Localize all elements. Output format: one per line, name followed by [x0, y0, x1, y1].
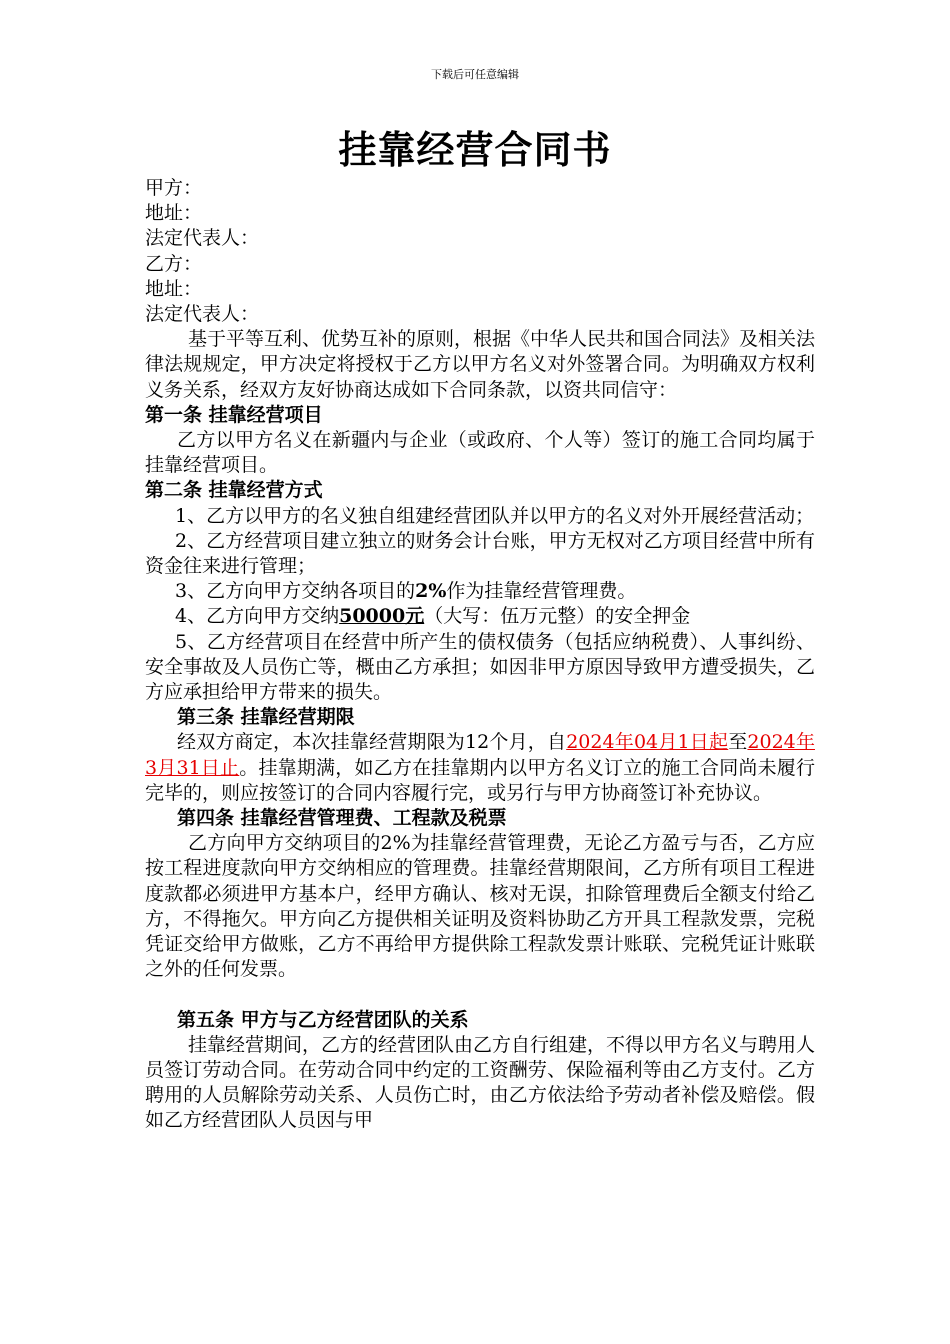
deposit-amount: 50000元: [339, 605, 425, 628]
document-title: 挂靠经营合同书: [338, 127, 612, 172]
article-2-item-4: [145, 604, 815, 629]
article-4-heading: 第四条 挂靠经营管理费、工程款及税票: [177, 807, 507, 830]
article-1-body: 乙方以甲方名义在新疆内与企业（或政府、个人等）签订的施工合同均属于挂靠经营项目。: [145, 429, 815, 477]
end-date: 2024年3月31日止: [145, 731, 815, 779]
article-2-item-2: 2、乙方经营项目建立独立的财务会计台账，甲方无权对乙方项目经营中所有资金往来进行管理；: [145, 529, 815, 578]
party-a-address-line: 地址：: [145, 202, 203, 225]
article-2-item-1: 1、乙方以甲方的名义独自组建经营团队并以甲方的名义对外开展经营活动；: [175, 504, 815, 527]
party-b-address-line: 地址：: [145, 277, 203, 300]
item-4-text-pre: 4、乙方向甲方交纳: [175, 605, 340, 628]
article-3-text-pre: 经双方商定，本次挂靠经营期限为12个月，自: [177, 731, 567, 754]
article-5-body: 挂靠经营期间，乙方的经营团队由乙方自行组建，不得以甲方名义与聘用人员签订劳动合同。在劳动合同中约定的工资酬劳、保险福利等由乙方支付。乙方聘用的人员解除劳动关系、人员伤亡时，由乙方依法给予劳动者补偿及赔偿。假如乙方经营团队人员因与甲: [145, 1033, 816, 1132]
party-b-line: 乙方：: [145, 252, 203, 275]
item-4-text-post: （大写：伍万元整）的安全押金: [424, 605, 691, 628]
paragraph-spacer: [145, 983, 815, 1008]
start-date: 2024年04月1日起: [566, 731, 729, 754]
item-3-text-post: 作为挂靠经营管理费。: [446, 580, 637, 603]
article-4-body: 乙方向甲方交纳项目的2%为挂靠经营管理费，无论乙方盈亏与否，乙方应按工程进度款向甲方交纳相应的管理费。挂靠经营期限间，乙方所有项目工程进度款都必须进甲方基本户，经甲方确认、核对无误，扣除管理费后全额支付给乙方，不得拖欠。甲方向乙方提供相关证明及资料协助乙方开具工程款发票，完税凭证交给甲方做账，乙方不再给甲方提供除工程款发票计账联、完税凭证计账联之外的任何发票。: [145, 832, 815, 981]
article-2-item-5: 5、乙方经营项目在经营中所产生的债权债务（包括应纳税费）、人事纠纷、安全事故及人员伤亡等，概由乙方承担；如因非甲方原因导致甲方遭受损失，乙方应承担给甲方带来的损失。: [145, 630, 815, 704]
page-header-note: 下载后可任意编辑: [431, 68, 519, 81]
document-body: [145, 176, 815, 1134]
article-2-heading: 第二条 挂靠经营方式: [145, 479, 323, 502]
article-3-text-post: 。挂靠期满，如乙方在挂靠期内以甲方名义订立的施工合同尚未履行完毕的，则应按签订的合同内容履行完，或另行与甲方协商签订补充协议。: [145, 756, 815, 804]
item-3-text-pre: 3、乙方向甲方交纳各项目的: [175, 580, 416, 603]
article-3-text-mid: 至: [728, 731, 748, 754]
article-5-heading: 第五条 甲方与乙方经营团队的关系: [177, 1008, 469, 1031]
management-fee-rate: 2%: [415, 580, 447, 603]
party-b-representative-line: 法定代表人：: [145, 303, 260, 326]
article-1-heading: 第一条 挂靠经营项目: [145, 403, 323, 426]
preamble-paragraph: 基于平等互利、优势互补的原则，根据《中华人民共和国合同法》及相关法律法规规定，甲方决定将授权于乙方以甲方名义对外签署合同。为明确双方权利义务关系，经双方友好协商达成如下合同条款，以资共同信守：: [145, 328, 816, 401]
article-3-body: [145, 730, 815, 806]
article-3-heading: 第三条 挂靠经营期限: [177, 706, 355, 729]
article-2-item-3: [145, 579, 815, 604]
party-a-line: 甲方：: [145, 177, 203, 199]
party-a-representative-line: 法定代表人：: [145, 227, 260, 250]
